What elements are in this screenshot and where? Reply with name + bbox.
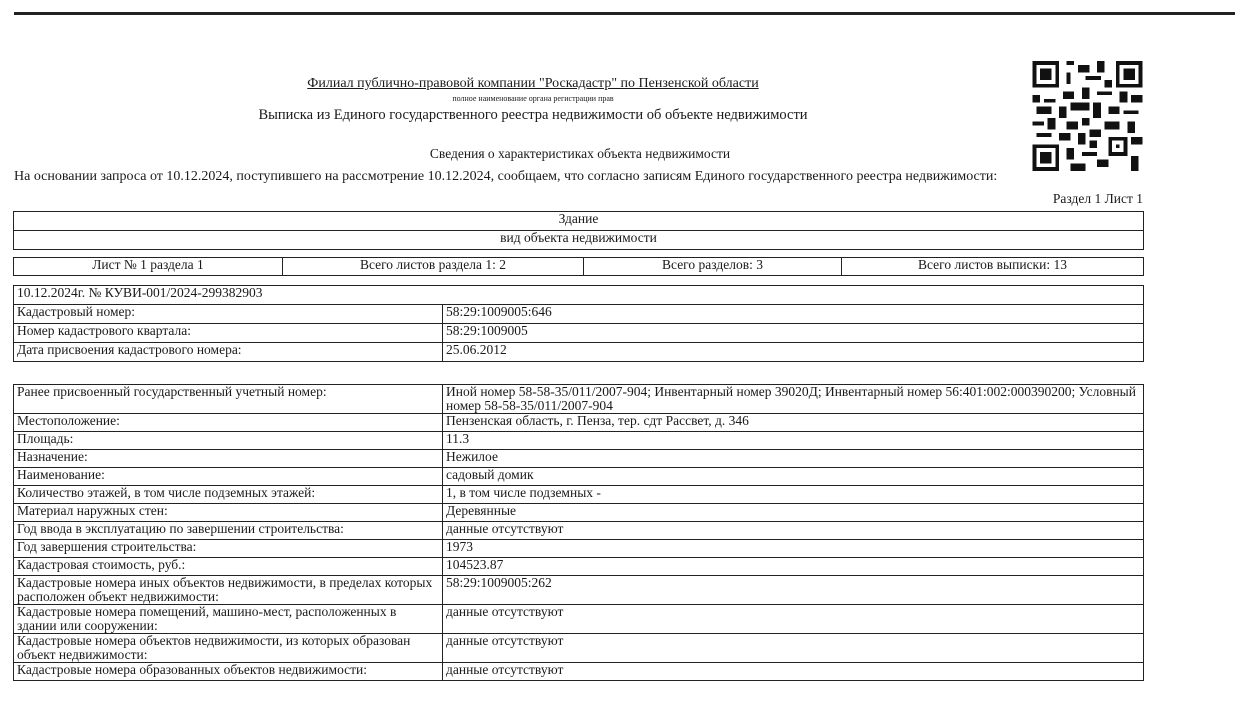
table-row <box>14 414 1144 432</box>
organization-note: полное наименование органа регистрации прав <box>452 94 614 103</box>
characteristics-table <box>13 384 1144 681</box>
identifiers-table <box>13 285 1144 362</box>
field-value: 1, в том числе подземных - <box>443 486 1144 504</box>
sections-total: Всего разделов: 3 <box>584 258 842 276</box>
field-label: Кадастровая стоимость, руб.: <box>14 558 443 576</box>
table-row <box>14 468 1144 486</box>
field-label: Год завершения строительства: <box>14 540 443 558</box>
section-sheets-total: Всего листов раздела 1: 2 <box>283 258 584 276</box>
table-row <box>14 605 1144 634</box>
table-row <box>14 540 1144 558</box>
object-kind-table <box>13 211 1144 250</box>
field-label: Дата присвоения кадастрового номера: <box>14 343 443 362</box>
extract-title: Выписка из Единого государственного реестра недвижимости об объекте недвижимости <box>258 107 808 123</box>
field-value: садовый домик <box>443 468 1144 486</box>
field-value: Деревянные <box>443 504 1144 522</box>
field-label: Кадастровые номера помещений, машино-мест, расположенных в здании или сооружении: <box>14 605 443 634</box>
sheets-table <box>13 257 1144 276</box>
field-label: Назначение: <box>14 450 443 468</box>
document-number: 10.12.2024г. № КУВИ-001/2024-299382903 <box>14 286 1144 305</box>
field-value: Нежилое <box>443 450 1144 468</box>
field-value: 104523.87 <box>443 558 1144 576</box>
table-row <box>14 486 1144 504</box>
field-label: Ранее присвоенный государственный учетный номер: <box>14 385 443 414</box>
top-rule <box>14 12 1235 15</box>
field-value: 1973 <box>443 540 1144 558</box>
field-value: данные отсутствуют <box>443 522 1144 540</box>
field-label: Наименование: <box>14 468 443 486</box>
field-value: 58:29:1009005 <box>443 324 1144 343</box>
field-label: Местоположение: <box>14 414 443 432</box>
field-label: Кадастровые номера образованных объектов недвижимости: <box>14 663 443 681</box>
organization-name: Филиал публично-правовой компании "Роскадастр" по Пензенской области <box>307 76 759 91</box>
object-kind-caption: вид объекта недвижимости <box>14 231 1144 250</box>
table-row <box>14 663 1144 681</box>
field-value: 11.3 <box>443 432 1144 450</box>
field-label: Кадастровые номера объектов недвижимости, из которых образован объект недвижимости: <box>14 634 443 663</box>
table-row <box>14 305 1144 324</box>
sheet-of-section: Лист № 1 раздела 1 <box>14 258 283 276</box>
field-value: Иной номер 58-58-35/011/2007-904; Инвентарный номер 39020Д; Инвентарный номер 56:401:002:000390200; Условный номер 58-58-35/011/2007-904 <box>443 385 1144 414</box>
info-title: Сведения о характеристиках объекта недвижимости <box>429 146 731 161</box>
field-label: Кадастровые номера иных объектов недвижимости, в пределах которых расположен объект недвижимости: <box>14 576 443 605</box>
table-row <box>14 504 1144 522</box>
table-row <box>14 576 1144 605</box>
field-value: Пензенская область, г. Пенза, тер. сдт Рассвет, д. 346 <box>443 414 1144 432</box>
table-row <box>14 558 1144 576</box>
table-row <box>14 385 1144 414</box>
object-kind-value: Здание <box>14 212 1144 231</box>
table-row <box>14 522 1144 540</box>
table-row <box>14 324 1144 343</box>
table-row <box>14 343 1144 362</box>
basis-text: На основании запроса от 10.12.2024, поступившего на рассмотрение 10.12.2024, сообщаем, что согласно записям Единого государственного реестра недвижимости: <box>14 169 998 184</box>
field-label: Площадь: <box>14 432 443 450</box>
field-label: Номер кадастрового квартала: <box>14 324 443 343</box>
field-label: Кадастровый номер: <box>14 305 443 324</box>
field-value: 58:29:1009005:262 <box>443 576 1144 605</box>
extract-sheets-total: Всего листов выписки: 13 <box>842 258 1144 276</box>
field-label: Год ввода в эксплуатацию по завершении строительства: <box>14 522 443 540</box>
field-value: данные отсутствуют <box>443 634 1144 663</box>
field-value: данные отсутствуют <box>443 663 1144 681</box>
table-row <box>14 634 1144 663</box>
field-value: 25.06.2012 <box>443 343 1144 362</box>
field-value: данные отсутствуют <box>443 605 1144 634</box>
qr-code-icon <box>1031 61 1144 171</box>
field-label: Материал наружных стен: <box>14 504 443 522</box>
field-label: Количество этажей, в том числе подземных этажей: <box>14 486 443 504</box>
table-row <box>14 432 1144 450</box>
section-label: Раздел 1 Лист 1 <box>1052 191 1143 206</box>
table-row <box>14 450 1144 468</box>
field-value: 58:29:1009005:646 <box>443 305 1144 324</box>
